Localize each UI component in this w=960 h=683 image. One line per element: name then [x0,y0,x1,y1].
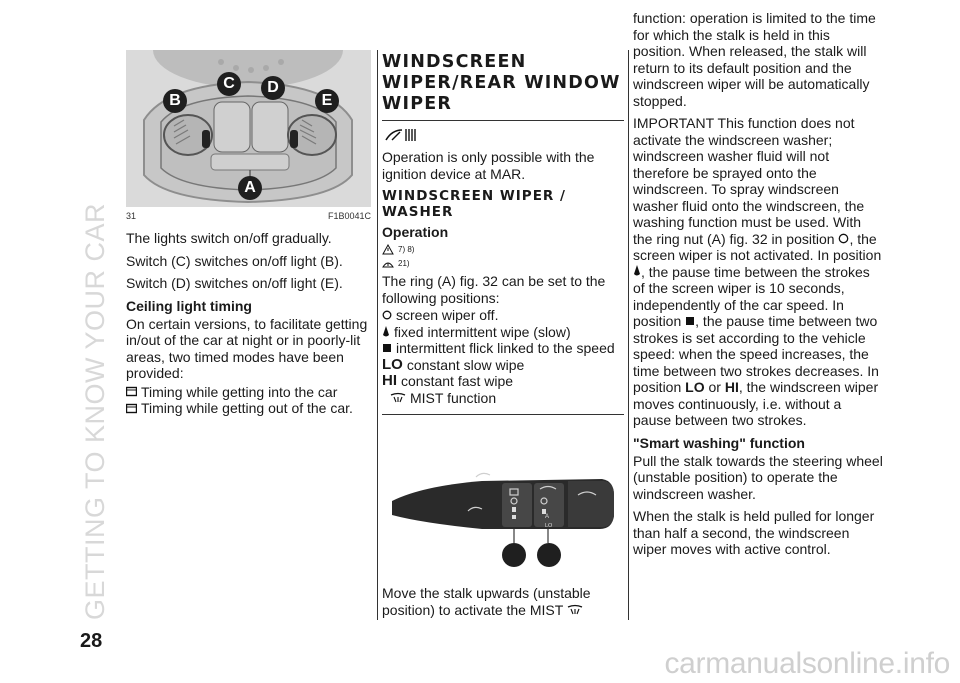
callout-e: E [315,89,339,113]
circle-icon [382,310,392,320]
subheading-ceiling-timing: Ceiling light timing [126,297,252,314]
column-2 [382,50,624,624]
position-item: screen wiper off. [382,307,624,324]
callout-b [502,543,526,567]
position-item: LO constant slow wipe [382,355,525,373]
circle-icon [838,233,849,244]
paragraph: Switch (C) switches on/off light (B). [126,252,343,269]
caution-reference: 21) [382,256,624,270]
position-item: intermittent flick linked to the speed [382,340,624,357]
section-heading: WINDSCREEN WIPER/REAR WINDOW WIPER [382,52,624,121]
column-3 [633,10,883,564]
position-item: fixed intermittent wipe (slow) [382,324,624,341]
svg-text:A: A [545,514,550,520]
position-item: MIST function [382,390,624,407]
list-item: Timing while getting out of the car. [126,400,371,417]
paragraph: Switch (D) switches on/off light (E). [126,275,343,291]
car-door-open-icon [126,386,137,397]
warning-triangle-icon [382,244,394,255]
figure-code: F1B0041C [327,211,371,221]
paragraph: When the stalk is held pulled for longer than half a second, the windscreen wiper moves with active control. [633,508,875,557]
paragraph: Operation is only possible with the ignition device at MAR. [382,149,595,182]
svg-text:LO: LO [545,523,553,529]
column-divider [377,50,378,620]
callout-b: B [163,89,187,113]
subheading-operation: Operation [382,224,449,240]
figure-wiper-stalk [382,421,624,569]
paragraph: On certain versions, to facilitate getting in/out of the car at night or in poorly-lit areas, two timed modes have been provided: [126,315,368,381]
watermark: carmanualsonline.info [664,647,950,680]
position-item: HI constant fast wipe [382,372,514,389]
subsection-heading: WINDSCREEN WIPER / WASHER [382,188,566,220]
page-number: 28 [80,630,103,652]
callout-a [537,543,561,567]
paragraph: IMPORTANT This function does not activate the windscreen washer; windscreen washer fluid will not therefore be sprayed onto the windscreen. To spray windscreen washer fluid onto the windscreen, the washing function must be used. With the ring nut (A) fig. 32 in position , the screen wiper is not activated. In position , the pause time between the strokes of the screen wiper is 10 seconds, independently of the car speed. In position , the pause time between two strokes is set according to the vehicle speed: when the speed increases, the time between two strokes decreases. In position LO or HI, the windscreen wiper moves continuously, i.e. without a pause between two strokes. [633,115,882,428]
paragraph: Pull the stalk towards the steering wheel (unstable position) to operate the windscreen washer. [633,452,883,502]
section-side-tab: GETTING TO KNOW YOUR CAR [80,202,110,620]
paragraph: function: operation is limited to the time for which the stalk is held in this position. When released, the stalk will return to its default position and the windscreen wiper will be automatically stopped. [633,10,876,109]
warning-reference: 7) 8) [382,242,624,256]
figure-ceiling-light [126,50,371,207]
subheading-smart-washing: "Smart washing" function [633,434,805,451]
paragraph: The lights switch on/off gradually. [126,230,332,246]
mist-icon [390,392,406,403]
callout-d: D [261,76,285,100]
wiper-stalk-illustration [382,421,624,569]
caution-icon [382,258,394,269]
paragraph: Move the stalk upwards (unstable position) to activate the MIST [382,585,591,618]
drop-icon [633,265,641,277]
mist-icon [567,604,583,615]
column-divider [628,50,629,620]
drop-icon [382,326,390,338]
paragraph: The ring (A) fig. 32 can be set to the following positions: [382,273,606,306]
callout-c: C [217,72,241,96]
figure-number: 31 [126,211,137,221]
square-icon [685,316,695,326]
callout-a: A [238,176,262,200]
column-1 [126,50,371,417]
windscreen-washer-icon [382,126,418,144]
figure-caption [126,211,371,221]
car-door-closed-icon [126,403,137,414]
list-item: Timing while getting into the car [126,384,371,401]
square-icon [382,343,392,353]
